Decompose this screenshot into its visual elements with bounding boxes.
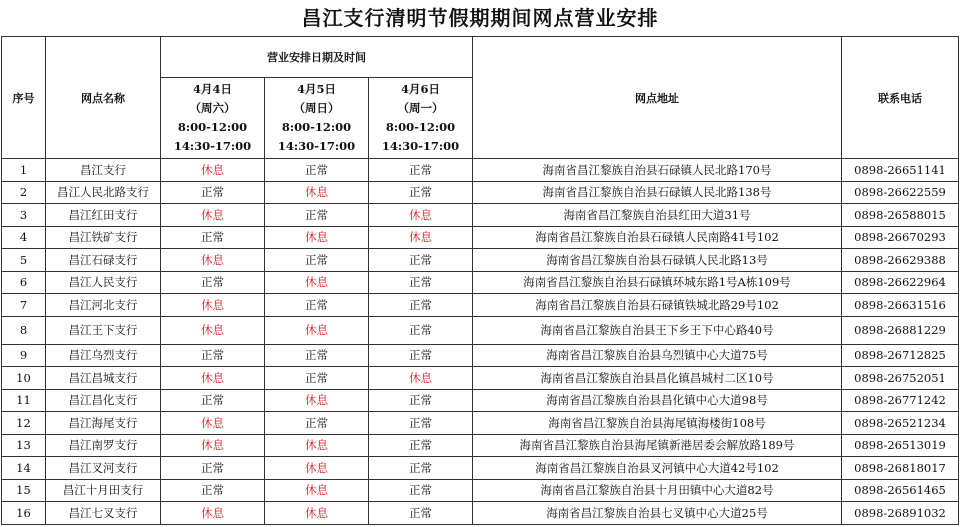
cell-seq: 14 bbox=[2, 457, 46, 480]
cell-address: 海南省昌江黎族自治县叉河镇中心大道42号102 bbox=[473, 457, 842, 480]
cell-phone: 0898-26631516 bbox=[842, 294, 959, 317]
cell-status-apr6: 正常 bbox=[369, 502, 473, 525]
header-date-2 bbox=[265, 78, 369, 159]
header-date-2-am: 8:00-12:00 bbox=[281, 120, 352, 134]
cell-status-apr5: 休息 bbox=[265, 457, 369, 480]
cell-status-apr5: 正常 bbox=[265, 344, 369, 367]
cell-phone: 0898-26712825 bbox=[842, 344, 959, 367]
cell-status-apr5: 休息 bbox=[265, 316, 369, 344]
header-name: 网点名称 bbox=[46, 37, 161, 159]
cell-status-apr4: 正常 bbox=[161, 389, 265, 412]
cell-status-apr6: 正常 bbox=[369, 271, 473, 294]
cell-status-apr5: 休息 bbox=[265, 389, 369, 412]
table-row bbox=[2, 226, 959, 249]
cell-address: 海南省昌江黎族自治县石碌镇人民北路170号 bbox=[473, 159, 842, 182]
cell-status-apr6: 正常 bbox=[369, 457, 473, 480]
cell-seq: 3 bbox=[2, 204, 46, 227]
cell-status-apr4: 正常 bbox=[161, 181, 265, 204]
cell-branch-name: 昌江昌化支行 bbox=[46, 389, 161, 412]
cell-status-apr5: 正常 bbox=[265, 412, 369, 435]
cell-seq: 13 bbox=[2, 434, 46, 457]
cell-status-apr4: 正常 bbox=[161, 271, 265, 294]
cell-status-apr6: 正常 bbox=[369, 344, 473, 367]
cell-status-apr4: 休息 bbox=[161, 249, 265, 272]
cell-status-apr6: 正常 bbox=[369, 434, 473, 457]
cell-branch-name: 昌江铁矿支行 bbox=[46, 226, 161, 249]
cell-status-apr5: 正常 bbox=[265, 249, 369, 272]
cell-status-apr5: 休息 bbox=[265, 271, 369, 294]
cell-status-apr6: 正常 bbox=[369, 412, 473, 435]
cell-status-apr5: 休息 bbox=[265, 226, 369, 249]
cell-status-apr5: 正常 bbox=[265, 367, 369, 390]
table-row bbox=[2, 344, 959, 367]
cell-status-apr4: 正常 bbox=[161, 344, 265, 367]
cell-status-apr6: 正常 bbox=[369, 181, 473, 204]
cell-address: 海南省昌江黎族自治县红田大道31号 bbox=[473, 204, 842, 227]
cell-status-apr5: 休息 bbox=[265, 502, 369, 525]
cell-seq: 12 bbox=[2, 412, 46, 435]
table-row bbox=[2, 316, 959, 344]
cell-status-apr6: 正常 bbox=[369, 159, 473, 182]
cell-branch-name: 昌江支行 bbox=[46, 159, 161, 182]
cell-branch-name: 昌江海尾支行 bbox=[46, 412, 161, 435]
cell-status-apr4: 休息 bbox=[161, 316, 265, 344]
table-row bbox=[2, 434, 959, 457]
cell-phone: 0898-26670293 bbox=[842, 226, 959, 249]
cell-status-apr6: 正常 bbox=[369, 249, 473, 272]
cell-status-apr6: 正常 bbox=[369, 479, 473, 502]
cell-status-apr6: 正常 bbox=[369, 294, 473, 317]
cell-status-apr4: 休息 bbox=[161, 434, 265, 457]
cell-status-apr4: 正常 bbox=[161, 226, 265, 249]
cell-status-apr4: 休息 bbox=[161, 159, 265, 182]
cell-phone: 0898-26891032 bbox=[842, 502, 959, 525]
cell-seq: 7 bbox=[2, 294, 46, 317]
header-date-1 bbox=[161, 78, 265, 159]
schedule-table bbox=[1, 36, 959, 525]
cell-branch-name: 昌江乌烈支行 bbox=[46, 344, 161, 367]
cell-address: 海南省昌江黎族自治县海尾镇海楼街108号 bbox=[473, 412, 842, 435]
header-seq: 序号 bbox=[2, 37, 46, 159]
cell-seq: 2 bbox=[2, 181, 46, 204]
cell-status-apr5: 休息 bbox=[265, 181, 369, 204]
cell-status-apr6: 正常 bbox=[369, 316, 473, 344]
header-date-2-day: 4月5日 bbox=[296, 82, 336, 96]
header-date-3-weekday: （周一） bbox=[397, 101, 444, 115]
cell-branch-name: 昌江人民北路支行 bbox=[46, 181, 161, 204]
table-row bbox=[2, 412, 959, 435]
header-date-3-day: 4月6日 bbox=[401, 82, 441, 96]
cell-branch-name: 昌江叉河支行 bbox=[46, 457, 161, 480]
header-date-1-weekday: （周六） bbox=[189, 101, 236, 115]
header-row-top bbox=[2, 37, 959, 78]
cell-address: 海南省昌江黎族自治县石碌镇人民北路138号 bbox=[473, 181, 842, 204]
cell-seq: 4 bbox=[2, 226, 46, 249]
header-date-3 bbox=[369, 78, 473, 159]
table-row bbox=[2, 502, 959, 525]
cell-phone: 0898-26771242 bbox=[842, 389, 959, 412]
cell-branch-name: 昌江王下支行 bbox=[46, 316, 161, 344]
cell-branch-name: 昌江南罗支行 bbox=[46, 434, 161, 457]
cell-branch-name: 昌江七叉支行 bbox=[46, 502, 161, 525]
cell-address: 海南省昌江黎族自治县乌烈镇中心大道75号 bbox=[473, 344, 842, 367]
cell-phone: 0898-26622559 bbox=[842, 181, 959, 204]
cell-status-apr4: 正常 bbox=[161, 457, 265, 480]
cell-status-apr6: 正常 bbox=[369, 389, 473, 412]
cell-address: 海南省昌江黎族自治县王下乡王下中心路40号 bbox=[473, 316, 842, 344]
header-date-2-weekday: （周日） bbox=[293, 101, 340, 115]
cell-status-apr6: 休息 bbox=[369, 226, 473, 249]
cell-status-apr5: 正常 bbox=[265, 294, 369, 317]
table-row bbox=[2, 271, 959, 294]
cell-status-apr5: 休息 bbox=[265, 434, 369, 457]
table-row bbox=[2, 249, 959, 272]
cell-phone: 0898-26629388 bbox=[842, 249, 959, 272]
cell-branch-name: 昌江十月田支行 bbox=[46, 479, 161, 502]
cell-seq: 11 bbox=[2, 389, 46, 412]
cell-phone: 0898-26561465 bbox=[842, 479, 959, 502]
cell-phone: 0898-26588015 bbox=[842, 204, 959, 227]
header-date-1-am: 8:00-12:00 bbox=[177, 120, 248, 134]
cell-branch-name: 昌江石碌支行 bbox=[46, 249, 161, 272]
table-row bbox=[2, 367, 959, 390]
cell-seq: 9 bbox=[2, 344, 46, 367]
cell-status-apr4: 休息 bbox=[161, 412, 265, 435]
cell-seq: 8 bbox=[2, 316, 46, 344]
table-row bbox=[2, 479, 959, 502]
cell-address: 海南省昌江黎族自治县石碌镇铁城北路29号102 bbox=[473, 294, 842, 317]
table-row bbox=[2, 181, 959, 204]
table-row bbox=[2, 294, 959, 317]
table-row bbox=[2, 159, 959, 182]
cell-seq: 16 bbox=[2, 502, 46, 525]
cell-branch-name: 昌江昌城支行 bbox=[46, 367, 161, 390]
cell-phone: 0898-26881229 bbox=[842, 316, 959, 344]
page-title: 昌江支行清明节假期期间网点营业安排 bbox=[301, 6, 659, 30]
cell-phone: 0898-26622964 bbox=[842, 271, 959, 294]
cell-status-apr5: 正常 bbox=[265, 159, 369, 182]
header-address: 网点地址 bbox=[473, 37, 842, 159]
header-schedule-group: 营业安排日期及时间 bbox=[161, 37, 473, 78]
cell-status-apr4: 正常 bbox=[161, 479, 265, 502]
cell-seq: 5 bbox=[2, 249, 46, 272]
cell-address: 海南省昌江黎族自治县石碌镇环城东路1号A栋109号 bbox=[473, 271, 842, 294]
header-phone: 联系电话 bbox=[842, 37, 959, 159]
cell-status-apr5: 休息 bbox=[265, 479, 369, 502]
cell-status-apr6: 休息 bbox=[369, 204, 473, 227]
cell-status-apr4: 休息 bbox=[161, 204, 265, 227]
table-row bbox=[2, 457, 959, 480]
cell-seq: 10 bbox=[2, 367, 46, 390]
cell-status-apr4: 休息 bbox=[161, 294, 265, 317]
table-row bbox=[2, 389, 959, 412]
header-date-3-am: 8:00-12:00 bbox=[385, 120, 456, 134]
table-row bbox=[2, 204, 959, 227]
cell-seq: 1 bbox=[2, 159, 46, 182]
cell-address: 海南省昌江黎族自治县十月田镇中心大道82号 bbox=[473, 479, 842, 502]
cell-address: 海南省昌江黎族自治县石碌镇人民北路13号 bbox=[473, 249, 842, 272]
header-date-1-pm: 14:30-17:00 bbox=[173, 139, 252, 153]
cell-address: 海南省昌江黎族自治县七叉镇中心大道25号 bbox=[473, 502, 842, 525]
header-date-2-pm: 14:30-17:00 bbox=[277, 139, 356, 153]
cell-address: 海南省昌江黎族自治县昌化镇中心大道98号 bbox=[473, 389, 842, 412]
cell-branch-name: 昌江人民支行 bbox=[46, 271, 161, 294]
header-date-1-day: 4月4日 bbox=[192, 82, 232, 96]
cell-phone: 0898-26651141 bbox=[842, 159, 959, 182]
cell-address: 海南省昌江黎族自治县昌化镇昌城村二区10号 bbox=[473, 367, 842, 390]
header-date-3-pm: 14:30-17:00 bbox=[381, 139, 460, 153]
cell-phone: 0898-26752051 bbox=[842, 367, 959, 390]
cell-address: 海南省昌江黎族自治县石碌镇人民南路41号102 bbox=[473, 226, 842, 249]
cell-address: 海南省昌江黎族自治县海尾镇新港居委会解放路189号 bbox=[473, 434, 842, 457]
cell-seq: 6 bbox=[2, 271, 46, 294]
cell-status-apr5: 正常 bbox=[265, 204, 369, 227]
cell-status-apr4: 休息 bbox=[161, 367, 265, 390]
cell-phone: 0898-26818017 bbox=[842, 457, 959, 480]
cell-branch-name: 昌江河北支行 bbox=[46, 294, 161, 317]
schedule-body bbox=[2, 159, 959, 525]
cell-status-apr6: 休息 bbox=[369, 367, 473, 390]
cell-branch-name: 昌江红田支行 bbox=[46, 204, 161, 227]
cell-seq: 15 bbox=[2, 479, 46, 502]
cell-phone: 0898-26513019 bbox=[842, 434, 959, 457]
cell-status-apr4: 休息 bbox=[161, 502, 265, 525]
cell-phone: 0898-26521234 bbox=[842, 412, 959, 435]
